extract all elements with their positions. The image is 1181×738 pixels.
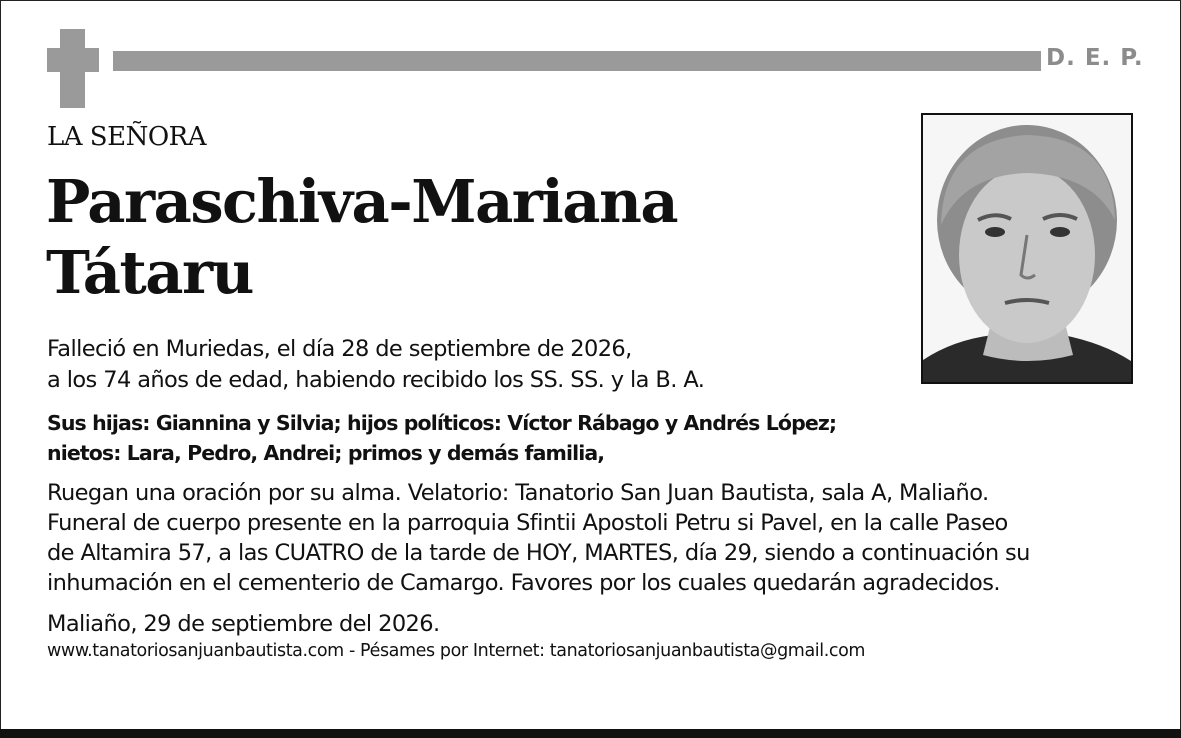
bottom-border [0,729,1181,738]
ceremony-line-4: inhumación en el cementerio de Camargo. Favores por los cuales quedarán agradecidos. [47,570,1000,596]
place-date: Maliaño, 29 de septiembre del 2026. [47,611,440,637]
ceremony-details [47,478,1030,598]
portrait-image [923,115,1131,382]
deceased-name [46,166,677,308]
ceremony-line-3: de Altamira 57, a las CUATRO de la tarde de HOY, MARTES, día 29, siendo a continuación su [47,540,1030,566]
family-line-1: Sus hijas: Giannina y Silvia; hijos políticos: Víctor Rábago y Andrés López; [47,411,837,435]
name-line-2: Tátaru [46,238,253,307]
name-line-1: Paraschiva-Mariana [46,167,678,236]
portrait-photo [921,113,1133,384]
ceremony-line-2: Funeral de cuerpo presente en la parroquia Sfintii Apostoli Petru si Pavel, en la calle Paseo [47,510,1008,536]
death-notice-line-2: a los 74 años de edad, habiendo recibido los SS. SS. y la B. A. [47,367,705,393]
death-notice-line-1: Falleció en Muriedas, el día 28 de septiembre de 2026, [47,336,632,362]
ceremony-line-1: Ruegan una oración por su alma. Velatorio: Tanatorio San Juan Bautista, sala A, Maliaño. [47,480,989,506]
family-line-2: nietos: Lara, Pedro, Andrei; primos y demás familia, [47,441,605,465]
family-list [47,408,836,468]
contact-web-line: www.tanatoriosanjuanbautista.com - Pésames por Internet: tanatoriosanjuanbautista@gmail.com [47,641,866,661]
dep-label: D. E. P. [1046,45,1144,71]
cross-icon-arm [47,48,99,72]
honorific: LA SEÑORA [47,122,207,152]
death-notice [47,334,704,396]
header-rule [113,51,1041,71]
